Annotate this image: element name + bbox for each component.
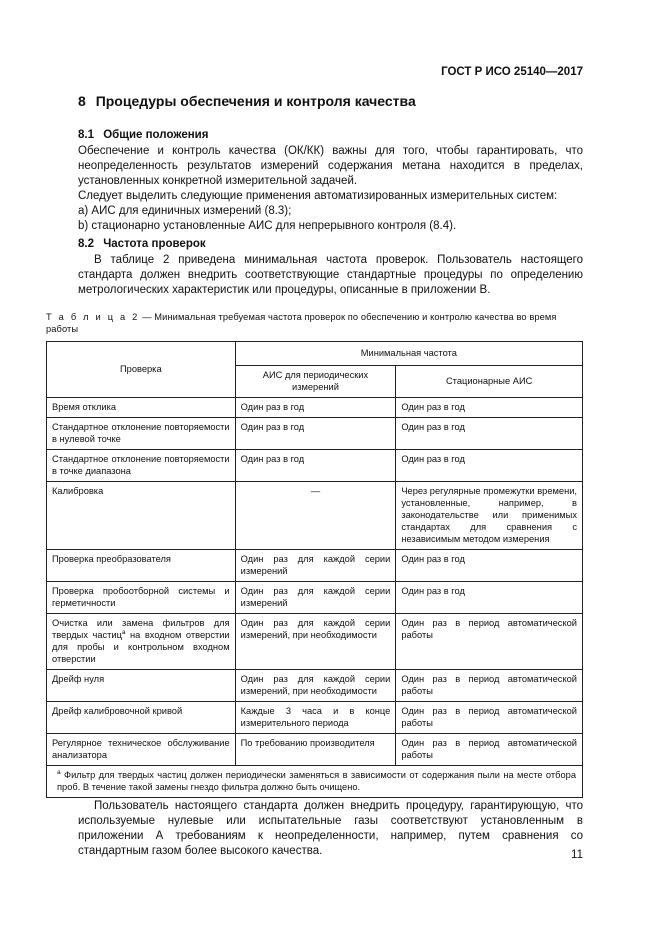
table-row — [47, 450, 583, 482]
document-id: ГОСТ Р ИСО 25140—2017 — [441, 66, 583, 78]
cell-check: Проверка преобразователя — [47, 550, 236, 582]
paragraph-closing: Пользователь настоящего стандарта должен внедрить процедуру, гарантирующую, что используемые нулевые или испытательные газы соответствуют установленным в приложении А требованиям к неопределенности, например, путем сравнения со стандартным газом более высокого качества. — [78, 800, 583, 857]
header-check: Проверка — [47, 342, 236, 398]
subsection-8-1-heading — [78, 129, 208, 141]
footnote-text: Фильтр для твердых частиц должен периодически заменяться в зависимости от содержания пыли на месте отбора проб. В течение такой замены гнездо фильтра должно быть очищено. — [57, 770, 576, 792]
cell-periodic: Один раз для каждой серии измерений, при необходимости — [235, 614, 396, 670]
cell-check: Калибровка — [47, 482, 236, 550]
table-caption — [46, 311, 582, 335]
table-row — [47, 482, 583, 550]
subsection-title: Общие положения — [103, 129, 209, 141]
footnote-mark: a — [57, 768, 61, 776]
table-row — [47, 734, 583, 766]
table-row — [47, 702, 583, 734]
cell-check: Дрейф нуля — [47, 670, 236, 702]
cell-periodic: Один раз в год — [235, 398, 396, 418]
cell-periodic: Один раз для каждой серии измерений — [235, 582, 396, 614]
cell-check: Регулярное техническое обслуживание анализатора — [47, 734, 236, 766]
cell-stationary: Один раз в период автоматической работы — [396, 614, 583, 670]
cell-check: Дрейф калибровочной кривой — [47, 702, 236, 734]
cell-periodic: По требованию производителя — [235, 734, 396, 766]
table-2 — [46, 341, 583, 798]
footnote-ref: a — [121, 628, 126, 636]
cell-periodic: — — [235, 482, 396, 550]
cell-stationary: Один раз в год — [396, 582, 583, 614]
table-row — [47, 418, 583, 450]
table-row — [47, 582, 583, 614]
cell-stationary: Один раз в год — [396, 550, 583, 582]
section-title: Процедуры обеспечения и контроля качества — [95, 93, 416, 109]
list-item-a: а) АИС для единичных измерений (8.3); — [78, 205, 292, 217]
cell-periodic: Один раз в год — [235, 450, 396, 482]
cell-check: Время отклика — [47, 398, 236, 418]
paragraph-qa-qc — [78, 144, 583, 189]
header-periodic: АИС для периодических измерений — [235, 366, 396, 398]
cell-periodic: Каждые 3 часа и в конце измерительного периода — [235, 702, 396, 734]
table-label: Т а б л и ц а 2 — [46, 312, 140, 322]
paragraph-check-frequency: В таблице 2 приведена минимальная частота проверок. Пользователь настоящего стандарта должен внедрить соответствующие стандартные процедуры по определению метрологических характеристик или процедуры, описанные в приложении В. — [78, 254, 583, 296]
cell-check-text: Очистка или замена фильтров для твердых частиц — [52, 618, 230, 640]
section-8-heading — [78, 93, 416, 109]
subsection-number: 8.2 — [78, 238, 94, 250]
section-number: 8 — [78, 93, 86, 109]
paragraph-applications: Следует выделить следующие применения автоматизированных измерительных систем: — [78, 190, 558, 202]
cell-periodic: Один раз для каждой серии измерений — [235, 550, 396, 582]
header-min-frequency: Минимальная частота — [235, 342, 582, 366]
table-caption-text: — Минимальная требуемая частота проверок по обеспечению и контролю качества во время работы — [46, 312, 557, 334]
cell-stationary: Один раз в период автоматической работы — [396, 670, 583, 702]
cell-stationary: Один раз в год — [396, 418, 583, 450]
paragraph-text: Обеспечение и контроль качества (ОК/КК) важны для того, чтобы гарантировать, что неопределенность результатов измерений содержания метана находится в пределах, установленных конкретной измерительной задачей. — [78, 145, 583, 187]
cell-check: Стандартное отклонение повторяемости в точке диапазона — [47, 450, 236, 482]
cell-stationary: Один раз в год — [396, 398, 583, 418]
cell-stationary: Один раз в год — [396, 450, 583, 482]
page-number: 11 — [571, 849, 583, 861]
table-footnote-row — [47, 766, 583, 798]
list-item-b: b) стационарно установленные АИС для непрерывного контроля (8.4). — [78, 220, 457, 232]
table-row — [47, 670, 583, 702]
subsection-8-2-heading — [78, 238, 206, 250]
cell-check: Стандартное отклонение повторяемости в нулевой точке — [47, 418, 236, 450]
cell-check-text-cont: на входном отверстии для пробы и контрольном входном отверстии — [52, 630, 230, 664]
table-row — [47, 550, 583, 582]
cell-periodic: Один раз для каждой серии измерений, при необходимости — [235, 670, 396, 702]
table-footnote — [47, 766, 583, 798]
table-row — [47, 398, 583, 418]
subsection-number: 8.1 — [78, 129, 94, 141]
subsection-title: Частота проверок — [103, 238, 206, 250]
cell-stationary: Один раз в период автоматической работы — [396, 702, 583, 734]
table-row — [47, 614, 583, 670]
cell-check — [47, 614, 236, 670]
cell-stationary: Один раз в период автоматической работы — [396, 734, 583, 766]
cell-check: Проверка пробоотборной системы и герметичности — [47, 582, 236, 614]
cell-stationary: Через регулярные промежутки времени, установленные, например, в законодательстве или применимых стандартах для сравнения с независимым методом измерения — [396, 482, 583, 550]
cell-periodic: Один раз в год — [235, 418, 396, 450]
header-stationary: Стационарные АИС — [396, 366, 583, 398]
